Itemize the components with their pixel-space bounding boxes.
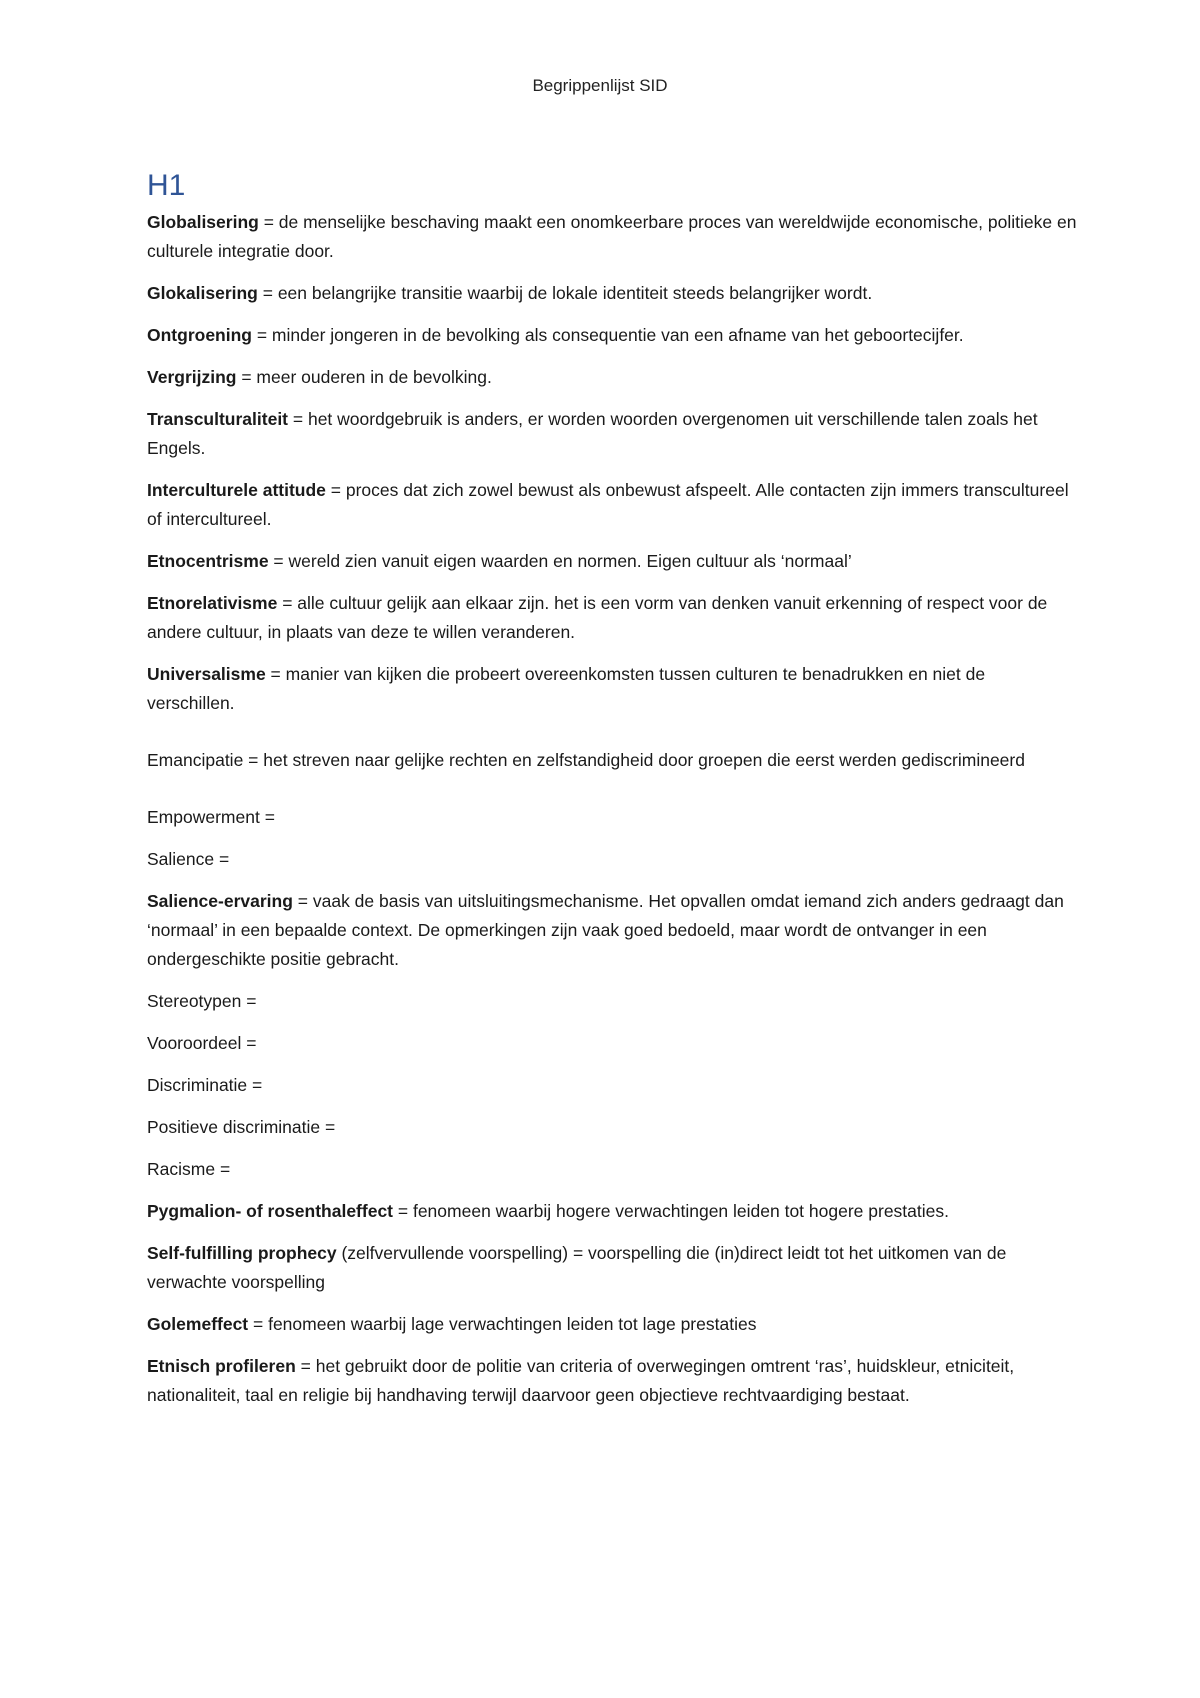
glossary-term: Salience [147, 849, 215, 869]
glossary-term: Etnocentrisme [147, 551, 269, 571]
document-body [147, 168, 1077, 1423]
glossary-term: Racisme [147, 1159, 216, 1179]
glossary-entry [147, 547, 1077, 576]
glossary-entry [147, 887, 1077, 974]
glossary-definition: = proces dat zich zowel bewust als onbewust afspeelt. Alle contacten zijn immers transcultureel of intercultureel. [147, 480, 1069, 529]
glossary-definition: = [215, 1159, 231, 1179]
glossary-term: Salience-ervaring [147, 891, 293, 911]
glossary-term: Glokalisering [147, 283, 258, 303]
glossary-definition: = minder jongeren in de bevolking als consequentie van een afname van het geboortecijfer. [251, 325, 964, 345]
glossary-entry [147, 746, 1077, 775]
glossary-term: Etnorelativisme [147, 593, 278, 613]
glossary-definition: = het streven naar gelijke rechten en zelfstandigheid door groepen die eerst werden gediscrimineerd [243, 750, 1025, 770]
glossary-definition: = [320, 1117, 336, 1137]
glossary-term: Universalisme [147, 664, 266, 684]
glossary-entry [147, 279, 1077, 308]
glossary-definition: (zelfvervullende voorspelling) = voorspelling die (in)direct leidt tot het uitkomen van de verwachte voorspelling [147, 1243, 1007, 1292]
glossary-entry [147, 845, 1077, 874]
glossary-term: Self-fulfilling prophecy [147, 1243, 337, 1263]
glossary-term: Pygmalion- of rosenthaleffect [147, 1201, 394, 1221]
glossary-list [147, 208, 1077, 1410]
glossary-definition: = meer ouderen in de bevolking. [236, 367, 492, 387]
glossary-entry [147, 1239, 1077, 1297]
glossary-entry [147, 803, 1077, 832]
glossary-term: Empowerment [147, 807, 260, 827]
glossary-term: Globalisering [147, 212, 259, 232]
glossary-term: Discriminatie [147, 1075, 248, 1095]
glossary-entry [147, 476, 1077, 534]
glossary-definition: = manier van kijken die probeert overeenkomsten tussen culturen te benadrukken en niet de verschillen. [147, 664, 986, 713]
glossary-term: Positieve discriminatie [147, 1117, 321, 1137]
section-heading: H1 [147, 169, 186, 202]
glossary-entry [147, 1113, 1077, 1142]
glossary-definition: = fenomeen waarbij hogere verwachtingen leiden tot hogere prestaties. [393, 1201, 949, 1221]
glossary-term: Vooroordeel [147, 1033, 242, 1053]
glossary-definition: = vaak de basis van uitsluitingsmechanisme. Het opvallen omdat iemand zich anders gedraagt dan ‘normaal’ in een bepaalde context. De opmerkingen zijn vaak goed bedoeld, maar wordt de ontvanger in een ondergeschikte positie gebracht. [147, 891, 1064, 969]
glossary-term: Etnisch profileren [147, 1356, 296, 1376]
glossary-term: Emancipatie [147, 750, 244, 770]
glossary-entry [147, 1310, 1077, 1339]
glossary-definition: = [241, 1033, 257, 1053]
glossary-entry [147, 1071, 1077, 1100]
glossary-entry [147, 363, 1077, 392]
glossary-entry [147, 405, 1077, 463]
glossary-entry [147, 589, 1077, 647]
glossary-entry [147, 987, 1077, 1016]
page-header: Begrippenlijst SID [532, 76, 668, 95]
glossary-definition: = het woordgebruik is anders, er worden woorden overgenomen uit verschillende talen zoals het Engels. [147, 409, 1038, 458]
glossary-definition: = [214, 849, 230, 869]
glossary-definition: = de menselijke beschaving maakt een onomkeerbare proces van wereldwijde economische, politieke en culturele integratie door. [147, 212, 1077, 261]
glossary-definition: = [241, 991, 257, 1011]
glossary-entry [147, 321, 1077, 350]
glossary-entry [147, 660, 1077, 718]
glossary-term: Ontgroening [147, 325, 252, 345]
glossary-entry [147, 208, 1077, 266]
glossary-definition: = wereld zien vanuit eigen waarden en normen. Eigen cultuur als ‘normaal’ [268, 551, 852, 571]
glossary-entry [147, 1197, 1077, 1226]
glossary-entry [147, 1155, 1077, 1184]
glossary-term: Interculturele attitude [147, 480, 326, 500]
glossary-term: Stereotypen [147, 991, 242, 1011]
glossary-definition: = het gebruikt door de politie van criteria of overwegingen omtrent ‘ras’, huidskleur, etniciteit, nationaliteit, taal en religie bij handhaving terwijl daarvoor geen objectieve rechtvaardiging bestaat. [147, 1356, 1015, 1405]
glossary-definition: = [247, 1075, 263, 1095]
glossary-definition: = fenomeen waarbij lage verwachtingen leiden tot lage prestaties [248, 1314, 757, 1334]
glossary-definition: = [259, 807, 275, 827]
glossary-definition: = alle cultuur gelijk aan elkaar zijn. het is een vorm van denken vanuit erkenning of respect voor de andere cultuur, in plaats van deze te willen veranderen. [147, 593, 1048, 642]
glossary-term: Golemeffect [147, 1314, 249, 1334]
glossary-entry [147, 1029, 1077, 1058]
glossary-term: Transculturaliteit [147, 409, 289, 429]
glossary-entry [147, 1352, 1077, 1410]
glossary-term: Vergrijzing [147, 367, 237, 387]
glossary-definition: = een belangrijke transitie waarbij de lokale identiteit steeds belangrijker wordt. [257, 283, 873, 303]
